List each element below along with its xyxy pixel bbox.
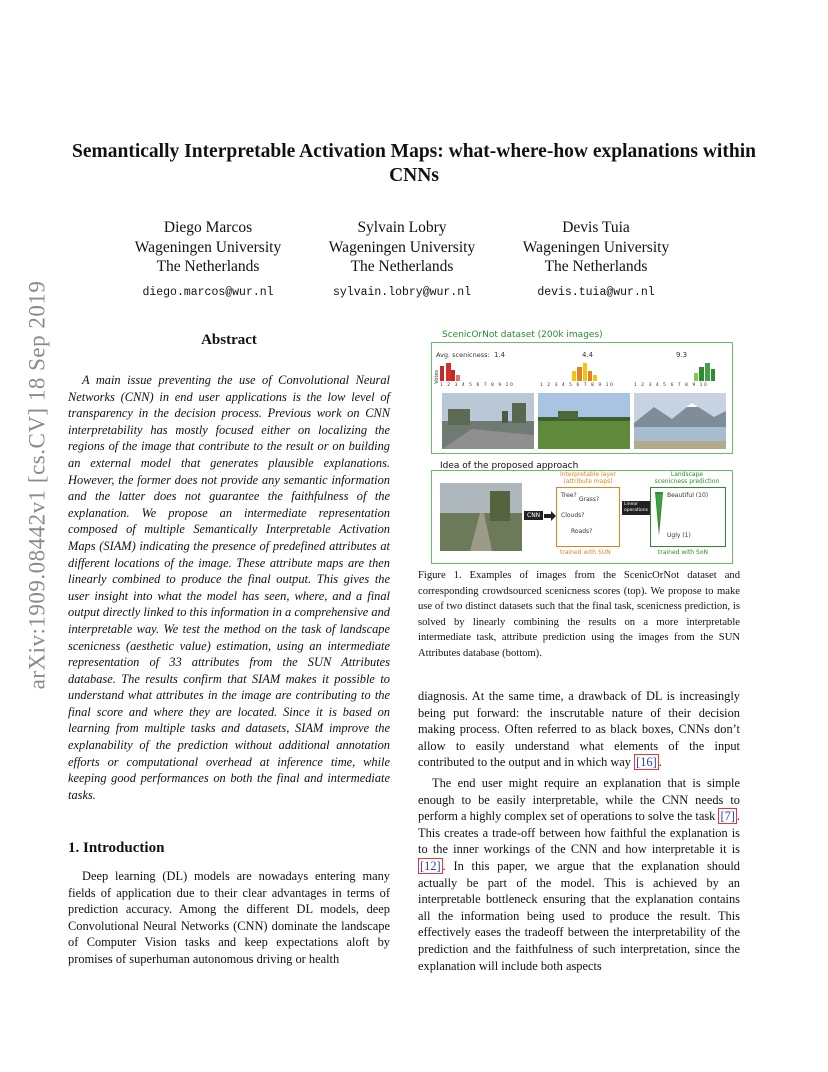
photo-suburban-road (442, 393, 534, 449)
abstract-body (68, 372, 390, 803)
text-span: . In this paper, we argue that the explanation should actually be part of the model. This is achieved by an interpretable bottleneck ensuring that the explanation contains all the information being used to produce the result. This effectively eases the tradeoff between the interpretability of the prediction and the faithfulness of such interpretation, since the explanation will include both aspects (418, 858, 740, 973)
author-name: Sylvain Lobry (357, 219, 447, 236)
attr-grass: Grass? (579, 496, 600, 503)
scale-2: 1 2 3 4 5 6 7 8 9 10 (540, 383, 615, 388)
operations-text: operations (624, 508, 648, 513)
author-name: Devis Tuia (562, 219, 630, 236)
linear-ops-box (622, 501, 650, 515)
figure-1 (422, 330, 740, 566)
author-affiliation: Wageningen University (522, 238, 670, 256)
attr-roads: Roads? (571, 528, 593, 535)
trained-son-label: trained with SoN (658, 549, 708, 556)
author-country: The Netherlands (544, 258, 648, 275)
arrow-icon (544, 511, 556, 521)
author-email[interactable]: diego.marcos@wur.nl (142, 285, 274, 299)
arxiv-stamp (22, 280, 52, 690)
attr-tree: Tree? (561, 492, 577, 499)
interpretable-layer-label (558, 471, 618, 485)
linear-text: Linear (624, 502, 638, 507)
citation-link[interactable]: [7] (720, 809, 735, 824)
right-paragraph-1 (418, 688, 740, 771)
histogram-3 (694, 363, 715, 381)
author-affiliation: Wageningen University (134, 238, 282, 256)
figure-caption: Figure 1. Examples of images from the ScenicOrNot dataset and corresponding crowdsourced scenicness scores (top). We propose to make use of two distinct datasets such that the final task, scenicness prediction, is solved by linearly combining the results on a more interpretable intermediate task, attribute prediction using the images from the SUN Attributes database (bottom). (418, 570, 740, 659)
photo-countryside-path (440, 483, 522, 551)
prediction-box (650, 487, 726, 547)
histogram-1 (440, 363, 460, 381)
text-span: The end user might require an explanation that is simple enough to be easily interpretable, while the CNN needs to perform a highly complex set of operations to solve the task (418, 775, 740, 824)
citation-link[interactable]: [16] (636, 755, 657, 770)
author-name: Diego Marcos (163, 219, 253, 236)
abstract-heading: Abstract (201, 332, 257, 348)
author-email[interactable]: sylvain.lobry@wur.nl (332, 285, 472, 299)
attr-clouds: Clouds? (561, 512, 585, 519)
photo-mountain-lake (634, 393, 726, 449)
citation-link[interactable]: [12] (420, 858, 441, 873)
author-country: The Netherlands (350, 258, 454, 275)
scale-1: 1 2 3 4 5 6 7 8 9 10 (440, 383, 515, 388)
score-1: 1.4 (494, 351, 506, 359)
intro-heading: 1. Introduction (68, 840, 165, 856)
score-2: 4.4 (582, 351, 594, 359)
attribute-maps-box (556, 487, 620, 547)
arxiv-stamp-text: arXiv:1909.08442v1 [cs.CV] 18 Sep 2019 (24, 280, 49, 690)
author-block-2 (302, 218, 502, 302)
author-affiliation: Wageningen University (328, 238, 476, 256)
score-3: 9.3 (676, 351, 688, 359)
top-panel-title: ScenicOrNot dataset (200k images) (442, 330, 603, 340)
approach-panel (431, 470, 733, 564)
right-paragraph-2 (418, 775, 740, 974)
landscape-text: Landscape (670, 471, 704, 478)
author-email[interactable]: devis.tuia@wur.nl (537, 285, 655, 299)
text-span: diagnosis. At the same time, a drawback of DL is increasingly being put forward: the inscrutable nature of their decision making process. Often referred to as black boxes, CNNs don’t allow to easily understand what elements of the input contributed to the output and in which way (418, 689, 740, 770)
landscape-label (650, 471, 724, 485)
interp-layer-text: Interpretable layer (559, 471, 617, 478)
scenicornot-panel (431, 342, 733, 454)
abstract-paragraph: A main issue preventing the use of Convolutional Neural Networks (CNN) in end user applications is the low level of transparency in the decision process. Previous work on CNN interpretability has mostly focused either on localizing the regions of the image that contribute to the result or on building an external model that generates plausible explanations. However, the former does not provide any semantic information and the latter does not guarantee the faithfulness of the explanation. We propose an intermediate representation composed of multiple Semantically Interpretable Activation Maps (SIAM) indicating the presence of predefined attributes at different locations of the image. These attribute maps are then linearly combined to produce the final output. This gives the user insight into what the model has seen, where, and a final output directly linked to this information in a comprehensive and interpretable way. We test the method on the task of landscape scenicness (aesthetic value) estimation, using an intermediate representation of 33 attributes from the SUN Attributes database. The results confirm that SIAM makes it possible to understand what attributes in the image are contributing to the final score and where they are located. Since it is based on learning from multiple tasks and datasets, SIAM improve the explanability of the prediction without additional annotation efforts or computational overhead at inference time, while keeping good performances on both the final and intermediate tasks. (68, 373, 390, 802)
right-column-body (418, 688, 740, 974)
ugly-label: Ugly (1) (667, 532, 691, 539)
intro-paragraph: Deep learning (DL) models are nowadays entering many fields of application due to their clear advantages in terms of prediction accuracy. Among the different DL models, deep Convolutional Neural Networks (CNN) dominate the landscape of Computer Vision tasks and keep expectations aloft by promises of superhuman autonomous driving or health (68, 869, 390, 966)
avg-scenicness-label: Avg. scenicness: (436, 351, 490, 359)
intro-body (68, 868, 390, 968)
author-country: The Netherlands (156, 258, 260, 275)
scale-3: 1 2 3 4 5 6 7 8 9 10 (634, 383, 709, 388)
score-gauge (655, 492, 663, 536)
author-block-1 (108, 218, 308, 302)
bottom-panel-title: Idea of the proposed approach (440, 461, 579, 471)
trained-sun-label: trained with SUN (560, 549, 611, 556)
author-block-3 (496, 218, 696, 302)
beautiful-label: Beautiful (10) (667, 492, 709, 499)
histogram-2 (572, 363, 597, 381)
scenic-pred-text: scenicness prediction (654, 478, 720, 485)
cnn-box: CNN (524, 511, 543, 520)
text-span: . (658, 755, 662, 770)
votes-axis-label: Votes (434, 370, 440, 384)
paper-title: Semantically Interpretable Activation Maps: what-where-how explanations within CNNs (72, 141, 756, 186)
attr-maps-text: (attribute maps) (563, 478, 613, 485)
text-span: . This creates a trade-off between how faithful the explanation is to the inner workings of the CNN and how interpretable it is (418, 809, 740, 857)
photo-farm-field (538, 393, 630, 449)
